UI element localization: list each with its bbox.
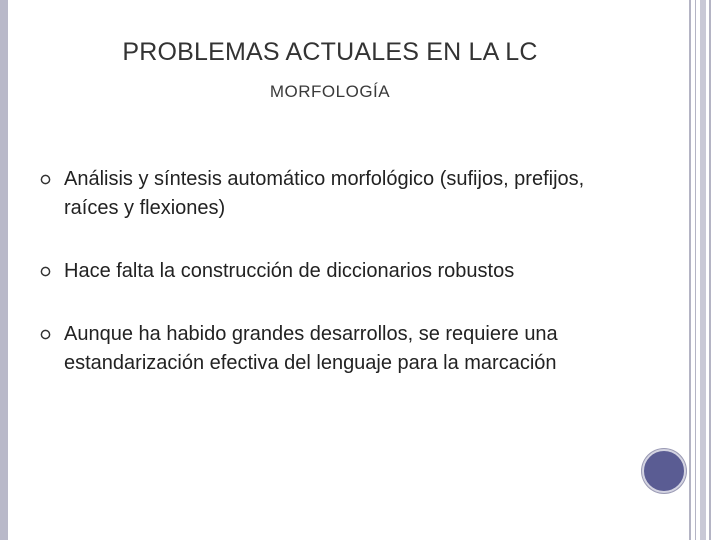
bullet-text: Aunque ha habido grandes desarrollos, se requiere una estandarización efectiva del lenguaje para la marcación [64,323,558,374]
bullet-item [40,257,630,286]
ring-bullet-icon [40,329,51,340]
right-border-line [689,0,691,540]
slide-subtitle: MORFOLOGÍA [269,82,391,101]
right-border-line [700,0,706,540]
bullet-text: Análisis y síntesis automático morfológico (sufijos, prefijos, raíces y flexiones) [64,168,585,219]
right-border-line [709,0,711,540]
right-border-line [695,0,696,540]
left-border-bar [0,0,8,540]
slide-title: PROBLEMAS ACTUALES EN LA LC [122,38,538,66]
bullet-item [40,320,630,378]
bullet-item [40,165,630,223]
decorative-circle [642,449,686,493]
ring-bullet-icon [40,266,51,277]
ring-bullet-icon [40,174,51,185]
bullet-text: Hace falta la construcción de diccionarios robustos [64,260,515,282]
bullet-list [40,165,630,378]
